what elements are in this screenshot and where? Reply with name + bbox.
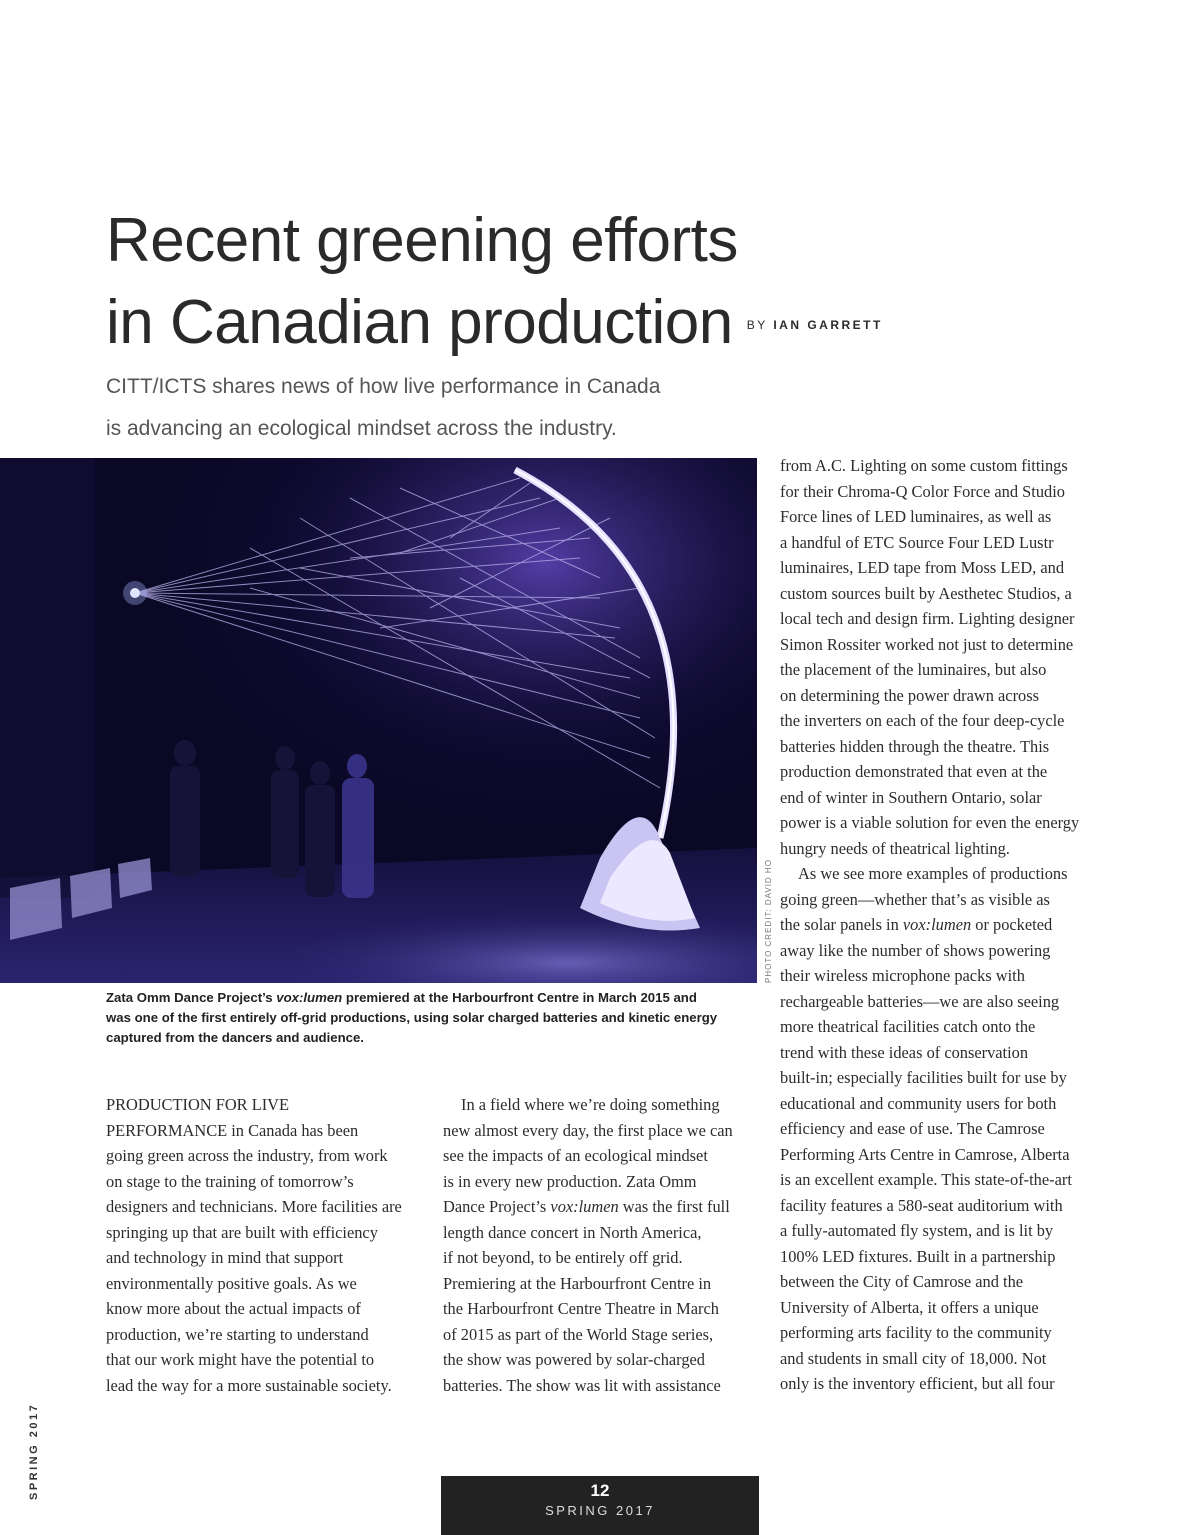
body-text: was the first full — [618, 1197, 730, 1216]
body-line: know more about the actual impacts of — [106, 1299, 361, 1318]
body-line: efficiency and ease of use. The Camrose — [780, 1119, 1045, 1138]
article-deck — [106, 366, 660, 450]
caption-line: captured from the dancers and audience. — [106, 1030, 364, 1045]
body-line: batteries hidden through the theatre. This — [780, 736, 1050, 756]
body-line: on stage to the training of tomorrow’s — [106, 1171, 354, 1191]
body-line: production, we’re starting to understand — [106, 1324, 369, 1344]
body-line: Simon Rossiter worked not just to determine — [780, 634, 1074, 654]
body-line: PRODUCTION FOR LIVE — [106, 1095, 290, 1114]
caption-text: premiered at the Harbourfront Centre in March 2015 and — [342, 990, 697, 1005]
body-line: of 2015 as part of the World Stage series, — [443, 1324, 714, 1344]
body-line: lead the way for a more sustainable society. — [106, 1375, 392, 1395]
body-line: environmentally positive goals. As we — [106, 1273, 357, 1293]
footer-issue: SPRING 2017 — [545, 1503, 655, 1518]
caption-line: was one of the first entirely off-grid productions, using solar charged batteries and kinetic energy — [106, 1010, 718, 1025]
body-line: going green across the industry, from work — [106, 1146, 388, 1165]
title-line — [106, 282, 883, 366]
body-line: more theatrical facilities catch onto the — [780, 1017, 1036, 1036]
byline — [747, 318, 883, 332]
body-line: rechargeable batteries—we are also seeing — [780, 991, 1060, 1011]
deck-line: is advancing an ecological mindset across the industry. — [106, 417, 617, 440]
body-line: see the impacts of an ecological mindset — [443, 1146, 708, 1165]
production-title: vox:lumen — [550, 1197, 619, 1216]
page-footer — [441, 1476, 759, 1535]
byline-author: IAN GARRETT — [773, 318, 883, 332]
body-line: Premiering at the Harbourfront Centre in — [443, 1273, 712, 1293]
photo-credit: PHOTO CREDIT: DAVID HO — [764, 859, 773, 983]
body-line: springing up that are built with efficiency — [106, 1222, 378, 1242]
body-line: facility features a 580-seat auditorium with — [780, 1195, 1063, 1215]
body-line: for their Chroma-Q Color Force and Studio — [780, 481, 1065, 501]
body-line: power is a viable solution for even the energy — [780, 813, 1080, 832]
body-line: length dance concert in North America, — [443, 1222, 702, 1242]
body-line: PERFORMANCE in Canada has been — [106, 1120, 359, 1140]
body-line: only is the inventory efficient, but all four — [780, 1374, 1055, 1393]
stage-photo-illustration — [0, 458, 757, 983]
production-title: vox:lumen — [902, 915, 972, 934]
body-line: is an excellent example. This state-of-the-art — [780, 1170, 1072, 1189]
body-line: the inverters on each of the four deep-cycle — [780, 711, 1065, 730]
side-issue-label: SPRING 2017 — [28, 1402, 40, 1500]
body-line: University of Alberta, it offers a unique — [780, 1297, 1039, 1317]
body-line: luminaires, LED tape from Moss LED, and — [780, 558, 1065, 577]
body-line: hungry needs of theatrical lighting. — [780, 838, 1010, 858]
caption-line — [106, 988, 761, 1008]
title-line-text: in Canadian production — [106, 288, 733, 357]
body-column-1 — [106, 1092, 426, 1398]
body-line: their wireless microphone packs with — [780, 966, 1025, 985]
body-line: the Harbourfront Centre Theatre in March — [443, 1299, 719, 1318]
caption-text: Zata Omm Dance Project’s — [106, 990, 277, 1005]
body-line: end of winter in Southern Ontario, solar — [780, 787, 1042, 807]
body-line — [443, 1194, 763, 1220]
body-line: designers and technicians. More facilities are — [106, 1197, 402, 1216]
body-line: and technology in mind that support — [106, 1248, 344, 1267]
byline-prefix: BY — [746, 318, 768, 332]
deck-line: CITT/ICTS shares news of how live performance in Canada — [106, 375, 661, 398]
body-text: Dance Project’s — [443, 1197, 551, 1216]
body-line: new almost every day, the first place we can — [443, 1120, 733, 1140]
caption-title: vox:lumen — [276, 990, 343, 1005]
body-line: educational and community users for both — [780, 1093, 1057, 1113]
body-line: going green—whether that’s as visible as — [780, 889, 1050, 909]
body-column-3 — [780, 453, 1100, 1397]
body-line: batteries. The show was lit with assistance — [443, 1375, 721, 1395]
body-line: the placement of the luminaires, but also — [780, 660, 1047, 679]
body-line: and students in small city of 18,000. Not — [780, 1348, 1047, 1368]
body-line: a handful of ETC Source Four LED Lustr — [780, 532, 1054, 552]
body-text: the solar panels in — [780, 915, 903, 934]
body-line: is in every new production. Zata Omm — [443, 1171, 697, 1191]
body-line: the show was powered by solar-charged — [443, 1350, 705, 1369]
body-line: built-in; especially facilities built for use by — [780, 1068, 1067, 1087]
body-line: production demonstrated that even at the — [780, 762, 1048, 781]
body-line: In a field where we’re doing something — [461, 1095, 720, 1114]
body-line: on determining the power drawn across — [780, 685, 1039, 705]
body-line: a fully-automated fly system, and is lit by — [780, 1221, 1054, 1240]
body-line: Performing Arts Centre in Camrose, Alberta — [780, 1144, 1070, 1164]
photo-caption — [106, 988, 761, 1048]
body-line: custom sources built by Aesthetec Studios, a — [780, 583, 1072, 603]
body-line: As we see more examples of productions — [798, 864, 1068, 883]
body-line: performing arts facility to the community — [780, 1323, 1052, 1342]
body-line: from A.C. Lighting on some custom fittings — [780, 456, 1068, 475]
body-line — [780, 912, 1100, 938]
body-line: between the City of Camrose and the — [780, 1272, 1024, 1291]
article-title — [106, 200, 883, 366]
body-line: that our work might have the potential to — [106, 1350, 375, 1369]
body-line: if not beyond, to be entirely off grid. — [443, 1248, 683, 1267]
title-line: Recent greening efforts — [106, 206, 738, 275]
body-line: local tech and design firm. Lighting designer — [780, 609, 1075, 628]
body-text: or pocketed — [971, 915, 1053, 934]
body-line: trend with these ideas of conservation — [780, 1042, 1029, 1062]
body-line: away like the number of shows powering — [780, 940, 1051, 960]
page-number: 12 — [590, 1481, 610, 1500]
body-line: 100% LED fixtures. Built in a partnership — [780, 1246, 1056, 1266]
stage-photo — [0, 458, 757, 983]
body-line: Force lines of LED luminaires, as well as — [780, 507, 1052, 526]
body-column-2 — [443, 1092, 763, 1398]
